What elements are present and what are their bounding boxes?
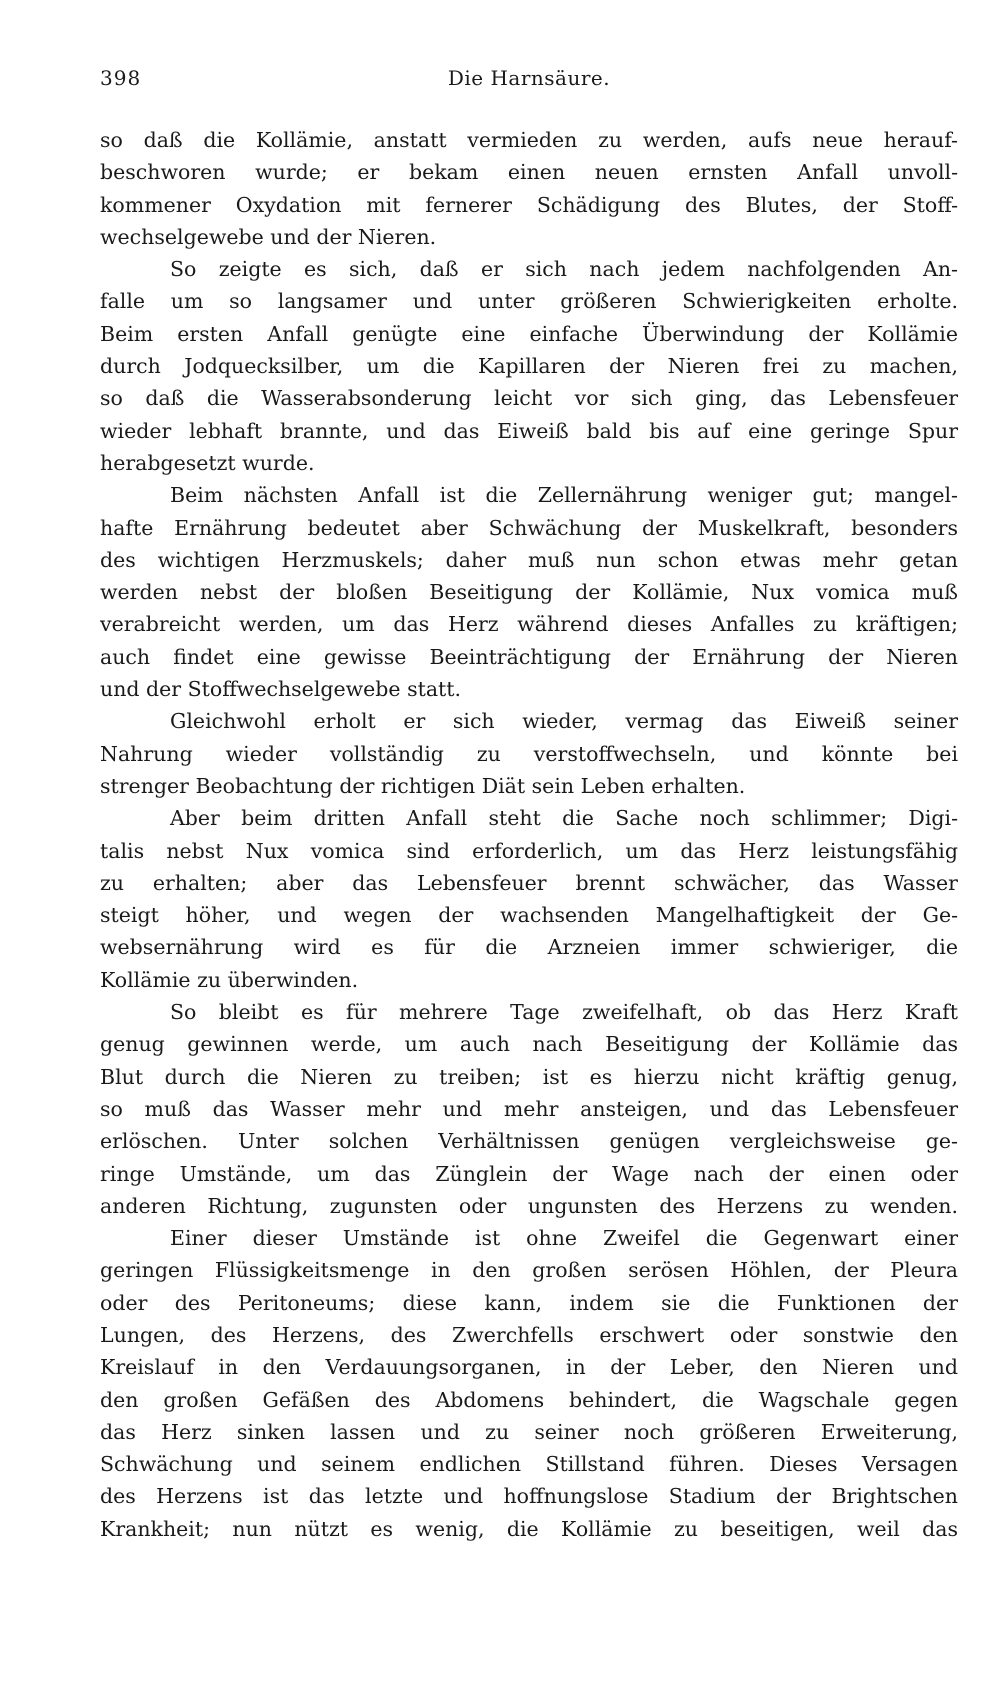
text-line: So zeigte es sich, daß er sich nach jedem nachfolgenden An-	[170, 257, 958, 282]
text-line: Kollämie zu überwinden.	[100, 967, 359, 992]
text-line: beschworen wurde; er bekam einen neuen ernsten Anfall unvoll-	[100, 160, 958, 185]
text-line: Blut durch die Nieren zu treiben; ist es hierzu nicht kräftig genug,	[100, 1064, 958, 1089]
text-line: Gleichwohl erholt er sich wieder, vermag das Eiweiß seiner	[170, 709, 958, 734]
text-line: zu erhalten; aber das Lebensfeuer brennt schwächer, das Wasser	[100, 870, 958, 895]
text-line: herabgesetzt wurde.	[100, 450, 315, 475]
text-line: websernährung wird es für die Arzneien immer schwieriger, die	[100, 935, 958, 960]
text-line: des wichtigen Herzmuskels; daher muß nun schon etwas mehr getan	[100, 547, 958, 572]
text-line: talis nebst Nux vomica sind erforderlich, um das Herz leistungsfähig	[100, 838, 958, 863]
paragraph-3	[100, 479, 958, 705]
page-number: 398	[100, 66, 142, 90]
text-line: Nahrung wieder vollständig zu verstoffwechseln, und könnte bei	[100, 741, 958, 766]
running-title: Die Harnsäure.	[447, 66, 611, 90]
paragraph-2	[100, 253, 958, 479]
text-line: falle um so langsamer und unter größeren Schwierigkeiten erholte.	[100, 289, 958, 314]
text-line: auch findet eine gewisse Beeinträchtigung der Ernährung der Nieren	[100, 644, 958, 669]
text-line: Aber beim dritten Anfall steht die Sache noch schlimmer; Digi-	[170, 806, 958, 831]
text-line: Lungen, des Herzens, des Zwerchfells erschwert oder sonstwie den	[100, 1322, 958, 1347]
text-line: verabreicht werden, um das Herz während dieses Anfalles zu kräftigen;	[100, 612, 958, 637]
text-line: des Herzens ist das letzte und hoffnungslose Stadium der Brightschen	[100, 1484, 958, 1509]
text-line: Beim nächsten Anfall ist die Zellernährung weniger gut; mangel-	[170, 483, 958, 508]
text-line: das Herz sinken lassen und zu seiner noch größeren Erweiterung,	[100, 1419, 958, 1444]
text-line: und der Stoffwechselgewebe statt.	[100, 677, 462, 702]
text-line: Einer dieser Umstände ist ohne Zweifel die Gegenwart einer	[170, 1226, 958, 1251]
text-line: strenger Beobachtung der richtigen Diät sein Leben erhalten.	[100, 773, 746, 798]
text-line: den großen Gefäßen des Abdomens behindert, die Wagschale gegen	[100, 1387, 958, 1412]
text-line: so daß die Kollämie, anstatt vermieden zu werden, aufs neue herauf-	[100, 128, 958, 152]
running-head	[100, 62, 958, 94]
paragraph-4	[100, 705, 958, 802]
body-text	[100, 124, 958, 1545]
text-line: wieder lebhaft brannte, und das Eiweiß bald bis auf eine geringe Spur	[100, 418, 958, 443]
text-line: so daß die Wasserabsonderung leicht vor sich ging, das Lebensfeuer	[100, 386, 958, 411]
paragraph-1	[100, 124, 958, 253]
text-line: werden nebst der bloßen Beseitigung der Kollämie, Nux vomica muß	[100, 580, 958, 605]
text-line: genug gewinnen werde, um auch nach Beseitigung der Kollämie das	[100, 1032, 958, 1057]
text-line: Krankheit; nun nützt es wenig, die Kollämie zu beseitigen, weil das	[100, 1516, 958, 1541]
text-line: So bleibt es für mehrere Tage zweifelhaft, ob das Herz Kraft	[170, 1000, 958, 1025]
text-line: anderen Richtung, zugunsten oder ungunsten des Herzens zu wenden.	[100, 1193, 958, 1218]
text-line: erlöschen. Unter solchen Verhältnissen genügen vergleichsweise ge-	[100, 1129, 958, 1154]
paragraph-7	[100, 1222, 958, 1545]
text-line: kommener Oxydation mit fernerer Schädigung des Blutes, der Stoff-	[100, 192, 958, 217]
text-line: Kreislauf in den Verdauungsorganen, in der Leber, den Nieren und	[100, 1355, 958, 1380]
text-line: so muß das Wasser mehr und mehr ansteigen, und das Lebensfeuer	[100, 1096, 958, 1121]
text-line: steigt höher, und wegen der wachsenden Mangelhaftigkeit der Ge-	[100, 903, 958, 928]
text-line: geringen Flüssigkeitsmenge in den großen serösen Höhlen, der Pleura	[100, 1258, 958, 1283]
text-line: ringe Umstände, um das Zünglein der Wage nach der einen oder	[100, 1161, 958, 1186]
paragraph-5	[100, 802, 958, 996]
text-line: hafte Ernährung bedeutet aber Schwächung der Muskelkraft, besonders	[100, 515, 958, 540]
text-line: durch Jodquecksilber, um die Kapillaren der Nieren frei zu machen,	[100, 354, 958, 379]
text-line: wechselgewebe und der Nieren.	[100, 224, 437, 249]
paragraph-6	[100, 996, 958, 1222]
text-line: Beim ersten Anfall genügte eine einfache Überwindung der Kollämie	[100, 321, 958, 346]
text-line: oder des Peritoneums; diese kann, indem sie die Funktionen der	[100, 1290, 958, 1315]
text-line: Schwächung und seinem endlichen Stillstand führen. Dieses Versagen	[100, 1452, 958, 1477]
